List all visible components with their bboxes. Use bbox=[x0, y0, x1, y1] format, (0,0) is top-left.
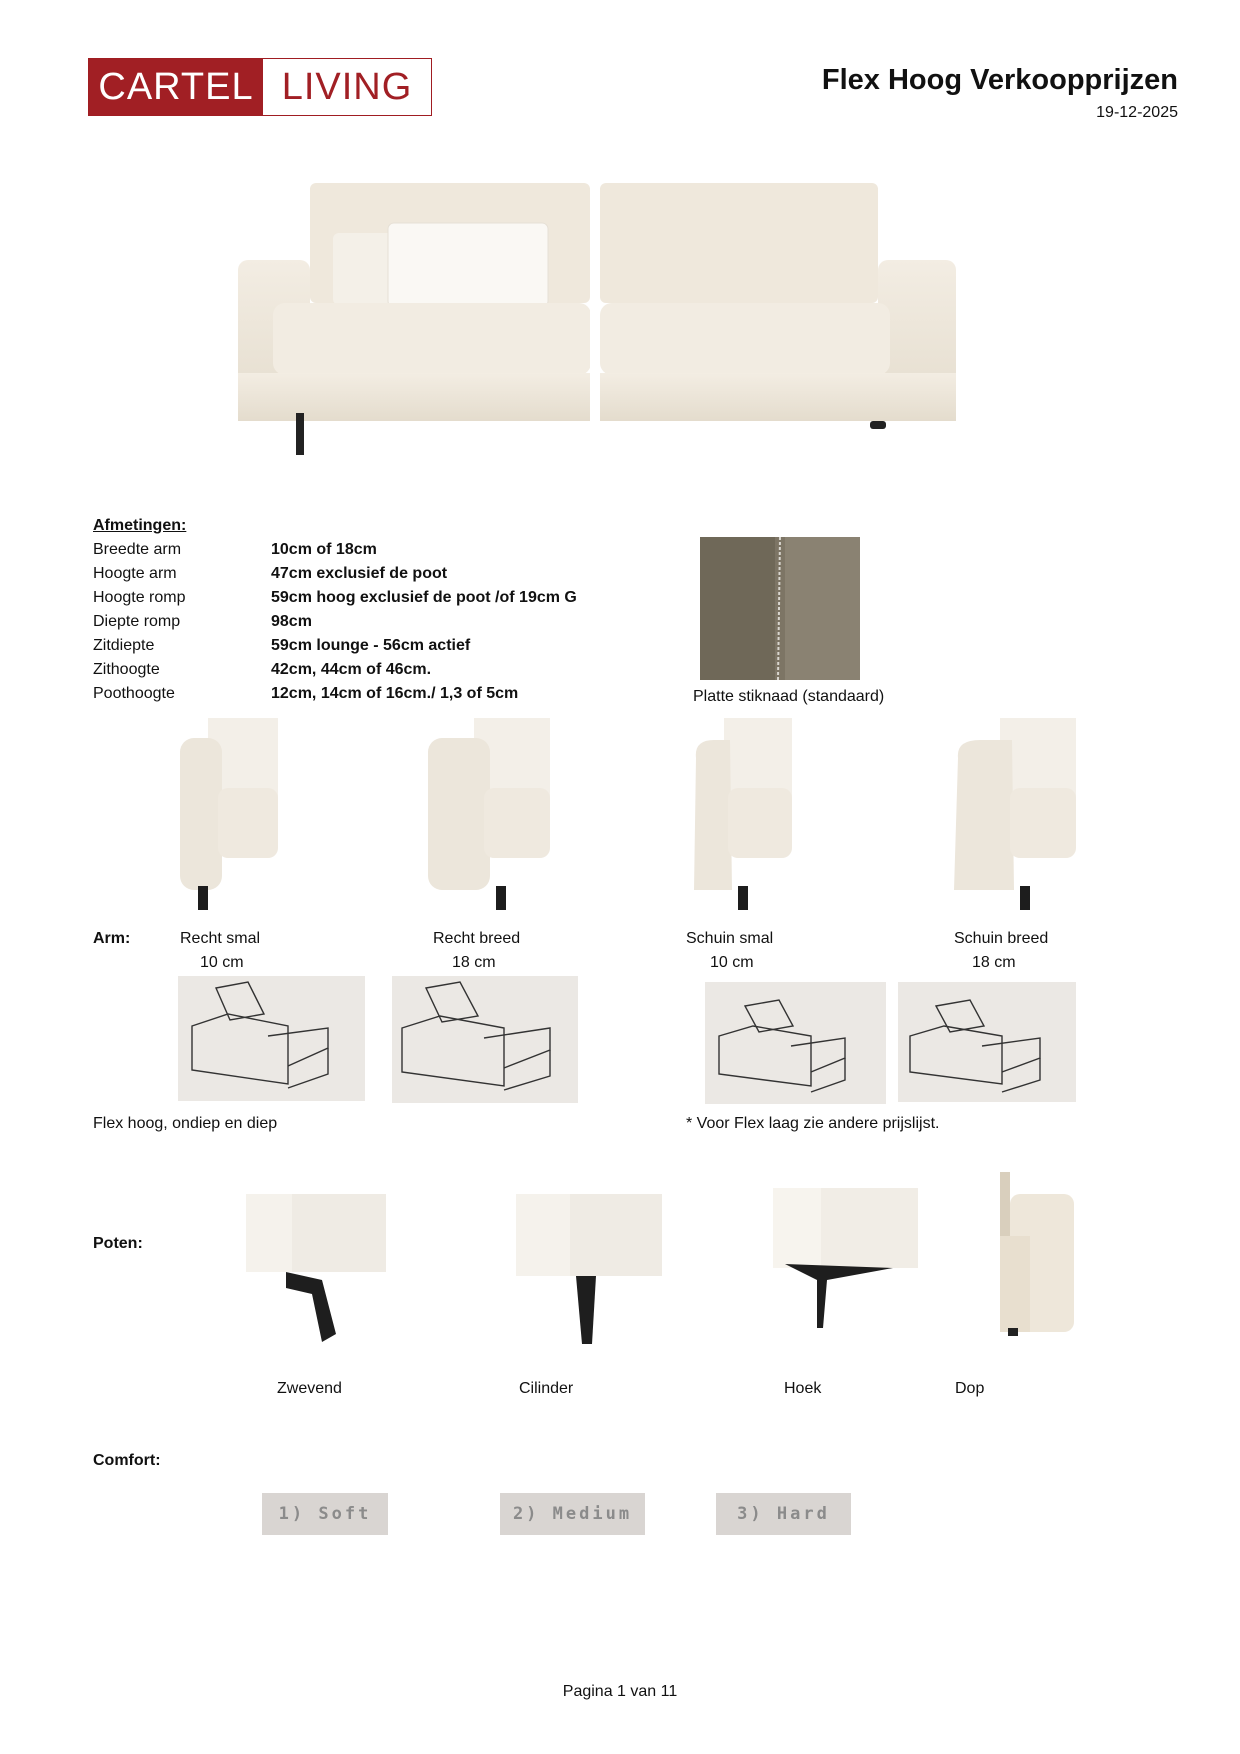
arm-option-schuin-breed-size: 18 cm bbox=[972, 954, 1016, 971]
spec-label-body-depth: Diepte romp bbox=[93, 613, 181, 630]
document-title: Flex Hoog Verkoopprijzen bbox=[821, 64, 1178, 96]
stitch-detail-photo bbox=[700, 537, 860, 680]
leg-option-dop: Dop bbox=[955, 1380, 985, 1397]
leg-option-hoek: Hoek bbox=[784, 1380, 822, 1397]
spec-label-arm-height: Hoogte arm bbox=[93, 565, 177, 582]
arm-schuin-smal-photo bbox=[688, 718, 792, 910]
spec-value-arm-height: 47cm exclusief de poot bbox=[271, 565, 448, 582]
arm-schuin-breed-photo bbox=[950, 718, 1076, 910]
flex-laag-sketch-ondiep bbox=[705, 982, 886, 1104]
comfort-section-label: Comfort: bbox=[93, 1452, 161, 1469]
spec-value-leg-height: 12cm, 14cm of 16cm./ 1,3 of 5cm bbox=[271, 685, 519, 702]
spec-value-seat-depth: 59cm lounge - 56cm actief bbox=[271, 637, 471, 654]
spec-value-body-depth: 98cm bbox=[271, 613, 312, 630]
arm-option-schuin-smal-size: 10 cm bbox=[710, 954, 754, 971]
comfort-soft-option: 1) Soft bbox=[262, 1493, 388, 1535]
spec-label-body-height: Hoogte romp bbox=[93, 589, 186, 606]
flex-depth-note: Flex hoog, ondiep en diep bbox=[93, 1115, 278, 1132]
flex-laag-note: * Voor Flex laag zie andere prijslijst. bbox=[686, 1115, 940, 1132]
page-number: Pagina 1 van 11 bbox=[562, 1683, 678, 1700]
comfort-hard-option: 3) Hard bbox=[716, 1493, 851, 1535]
arm-option-recht-breed-size: 18 cm bbox=[452, 954, 496, 971]
leg-option-cilinder: Cilinder bbox=[519, 1380, 574, 1397]
comfort-medium-option: 2) Medium bbox=[500, 1493, 645, 1535]
spec-value-arm-width: 10cm of 18cm bbox=[271, 541, 377, 558]
leg-option-zwevend: Zwevend bbox=[277, 1380, 342, 1397]
spec-value-seat-height: 42cm, 44cm of 46cm. bbox=[271, 661, 432, 678]
spec-label-seat-height: Zithoogte bbox=[93, 661, 160, 678]
brand-logo bbox=[88, 58, 432, 116]
arm-recht-breed-photo bbox=[424, 718, 550, 910]
arm-option-schuin-breed-name: Schuin breed bbox=[954, 930, 1049, 947]
arm-option-recht-smal-size: 10 cm bbox=[200, 954, 244, 971]
stitch-caption: Platte stiknaad (standaard) bbox=[693, 688, 885, 705]
flex-diep-sketch bbox=[392, 976, 578, 1103]
arm-recht-smal-photo bbox=[178, 718, 278, 910]
arm-option-schuin-smal-name: Schuin smal bbox=[686, 930, 774, 947]
leg-hoek-photo bbox=[773, 1188, 918, 1334]
dimensions-heading: Afmetingen: bbox=[93, 517, 187, 534]
leg-zwevend-photo bbox=[246, 1194, 386, 1344]
leg-dop-photo bbox=[1000, 1172, 1076, 1336]
logo-word-living: LIVING bbox=[263, 59, 431, 115]
document-date: 19-12-2025 bbox=[1096, 104, 1178, 121]
flex-laag-sketch-diep bbox=[898, 982, 1076, 1102]
spec-label-leg-height: Poothoogte bbox=[93, 685, 175, 702]
logo-word-cartel: CARTEL bbox=[89, 59, 263, 115]
flex-ondiep-sketch bbox=[178, 976, 365, 1101]
sofa-hero-image bbox=[228, 175, 978, 465]
spec-label-arm-width: Breedte arm bbox=[93, 541, 182, 558]
legs-section-label: Poten: bbox=[93, 1235, 143, 1252]
arm-section-label: Arm: bbox=[93, 930, 131, 947]
spec-label-seat-depth: Zitdiepte bbox=[93, 637, 155, 654]
spec-value-body-height: 59cm hoog exclusief de poot /of 19cm G bbox=[271, 589, 577, 606]
arm-option-recht-breed-name: Recht breed bbox=[433, 930, 521, 947]
arm-option-recht-smal-name: Recht smal bbox=[180, 930, 261, 947]
leg-cilinder-photo bbox=[516, 1194, 662, 1348]
